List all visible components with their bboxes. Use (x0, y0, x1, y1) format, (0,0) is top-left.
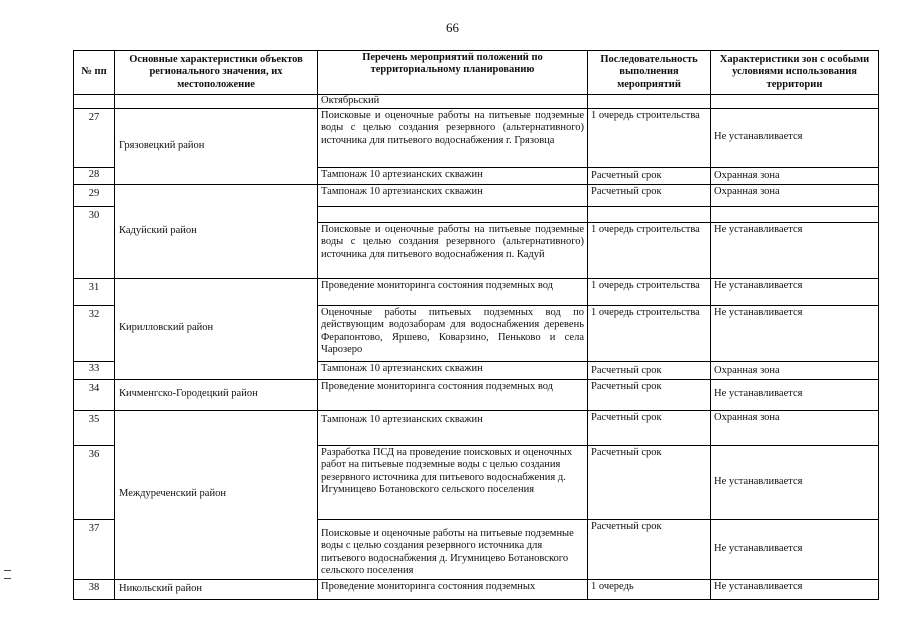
region-name: Грязовецкий район (115, 108, 318, 184)
sequence-text: Расчетный срок (588, 361, 711, 379)
header-zones: Характеристики зон с особыми условиями использования территории (711, 51, 879, 95)
row-number: 33 (74, 361, 115, 379)
zone-text: Не устанавливается (711, 379, 879, 410)
sequence-text: 1 очередь (588, 579, 711, 599)
row-number: 28 (74, 167, 115, 184)
margin-mark (4, 578, 11, 579)
sequence-text: Расчетный срок (588, 379, 711, 410)
row-number: 36 (74, 445, 115, 519)
sequence-text: 1 очередь строительства (588, 278, 711, 305)
measure-text: Оценочные работы питьевых подземных вод по действующим водозаборам для водоснабжения деревень Ферапонтово, Яршево, Коварзино, Пеньково и села Чарозеро (318, 305, 588, 361)
zone-text: Не устанавливается (711, 278, 879, 305)
region-name: Кичменгско-Городецкий район (115, 379, 318, 410)
zone-text: Охранная зона (711, 167, 879, 184)
row-number: 31 (74, 278, 115, 305)
row-number: 32 (74, 305, 115, 361)
sequence-text: 1 очередь строительства (588, 108, 711, 167)
row-number: 38 (74, 579, 115, 599)
header-sequence: Последовательность выполнения мероприятий (588, 51, 711, 95)
measure-text: Поисковые и оценочные работы на питьевые подземные воды с целью создания резервного (альтернативного) источника для питьевого водоснабжения п. Кадуй (318, 222, 588, 278)
measure-text: Тампонаж 10 артезианских скважин (318, 167, 588, 184)
region-name: Кирилловский район (115, 278, 318, 379)
page-number: 66 (446, 20, 459, 35)
row-number: 37 (74, 519, 115, 579)
measure-text: Тампонаж 10 артезианских скважин (318, 361, 588, 379)
sequence-text: Расчетный срок (588, 410, 711, 445)
measure-text: Поисковые и оценочные работы на питьевые подземные воды с целью создания резервного источника для питьевого водоснабжения д. Игумницево Ботановского сельского поселения (318, 519, 588, 579)
header-measures: Перечень мероприятий положений по территориальному планированию (318, 51, 588, 95)
sequence-text: 1 очередь строительства (588, 222, 711, 278)
table-row (74, 95, 879, 109)
measure-text: Тампонаж 10 артезианских скважин (318, 184, 588, 206)
region-name: Никольский район (115, 579, 318, 599)
sequence-text: 1 очередь строительства (588, 305, 711, 361)
measure-text: Проведение мониторинга состояния подземных (318, 579, 588, 599)
header-num: № пп (74, 51, 115, 95)
margin-mark (4, 570, 11, 571)
table-row (74, 379, 879, 410)
measure-text: Проведение мониторинга состояния подземных вод (318, 379, 588, 410)
region-name: Междуреченский район (115, 410, 318, 579)
table-row (74, 579, 879, 599)
zone-text: Охранная зона (711, 184, 879, 206)
row-number: 29 (74, 184, 115, 206)
measure-text: Тампонаж 10 артезианских скважин (318, 410, 588, 445)
sequence-text: Расчетный срок (588, 519, 711, 579)
zone-text: Не устанавливается (711, 108, 879, 167)
header-characteristics: Основные характеристики объектов регионального значения, их местоположение (115, 51, 318, 95)
zone-text: Не устанавливается (711, 445, 879, 519)
sequence-text: Расчетный срок (588, 167, 711, 184)
measure-text: Проведение мониторинга состояния подземных вод (318, 278, 588, 305)
region-name: Кадуйский район (115, 184, 318, 278)
zone-text: Охранная зона (711, 361, 879, 379)
zone-text: Не устанавливается (711, 519, 879, 579)
row-number: 27 (74, 108, 115, 167)
table-row (74, 278, 879, 305)
planning-measures-table (73, 50, 879, 600)
row-number: 35 (74, 410, 115, 445)
row-number: 30 (74, 206, 115, 278)
zone-text: Охранная зона (711, 410, 879, 445)
sequence-text: Расчетный срок (588, 184, 711, 206)
zone-text: Не устанавливается (711, 222, 879, 278)
zone-text: Не устанавливается (711, 305, 879, 361)
continuation-cell: Октябрьский (318, 95, 588, 109)
table-row (74, 108, 879, 167)
table-row (74, 184, 879, 206)
measure-text: Разработка ПСД на проведение поисковых и оценочных работ на питьевые подземные воды с целью создания резервного источника для питьевого водоснабжения д. Игумницево Ботановского сельского поселения (318, 445, 588, 519)
row-number: 34 (74, 379, 115, 410)
sequence-text: Расчетный срок (588, 445, 711, 519)
table-row (74, 410, 879, 445)
measure-text: Поисковые и оценочные работы на питьевые подземные воды с целью создания резервного (альтернативного) источника для питьевого водоснабжения г. Грязовца (318, 108, 588, 167)
zone-text: Не устанавливается (711, 579, 879, 599)
